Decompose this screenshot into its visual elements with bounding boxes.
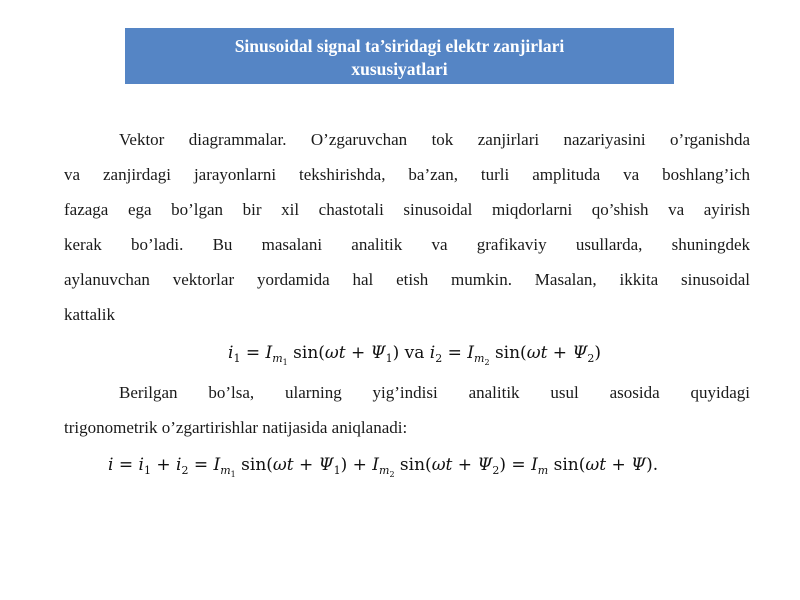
paragraph-line: fazaga ega bo’lgan bir xil chastotali sinusoidal miqdorlarni qo’shish va ayirish bbox=[64, 200, 750, 219]
slide-title-line-1: Sinusoidal signal ta’siridagi elektr zanjirlari bbox=[234, 36, 565, 56]
paragraph-line: va zanjirdagi jarayonlarni tekshirishda, ba’zan, turli amplituda va boshlang’ich bbox=[64, 165, 750, 184]
slide-title-line-2: xususiyatlari bbox=[351, 59, 448, 79]
paragraph-line: trigonometrik o’zgartirishlar natijasida aniqlanadi: bbox=[64, 418, 408, 437]
paragraph-given bbox=[64, 375, 750, 445]
formula-connector: va bbox=[404, 343, 425, 363]
paragraph-line: kerak bo’ladi. Bu masalani analitik va grafikaviy usullarda, shuningdek bbox=[64, 235, 750, 254]
paragraph-line: aylanuvchan vektorlar yordamida hal etish mumkin. Masalan, ikkita sinusoidal bbox=[64, 270, 750, 289]
paragraph-line: Berilgan bo’lsa, ularning yig’indisi analitik usul asosida quyidagi bbox=[119, 383, 750, 402]
paragraph-vector-diagrams bbox=[64, 122, 750, 332]
formula-currents: $i_1 = I_{m_1}$ $\sin(\omega t + \Psi_1)$ va $i_2 = I_{m_2}$ $\sin(\omega t + \Psi_2)$ bbox=[228, 343, 602, 367]
formula-sum: $i = i_1 + i_2 = I_{m_1}$ $\sin(\omega t + \Psi_1) + I_{m_2}$ $\sin(\omega t + \Psi_2) = I_m$ sin(ωt + Ψ). bbox=[108, 455, 659, 479]
paragraph-line: Vektor diagrammalar. O’zgaruvchan tok zanjirlari nazariyasini o’rganishda bbox=[119, 130, 750, 149]
slide-title bbox=[125, 28, 674, 84]
paragraph-line: kattalik bbox=[64, 305, 115, 324]
